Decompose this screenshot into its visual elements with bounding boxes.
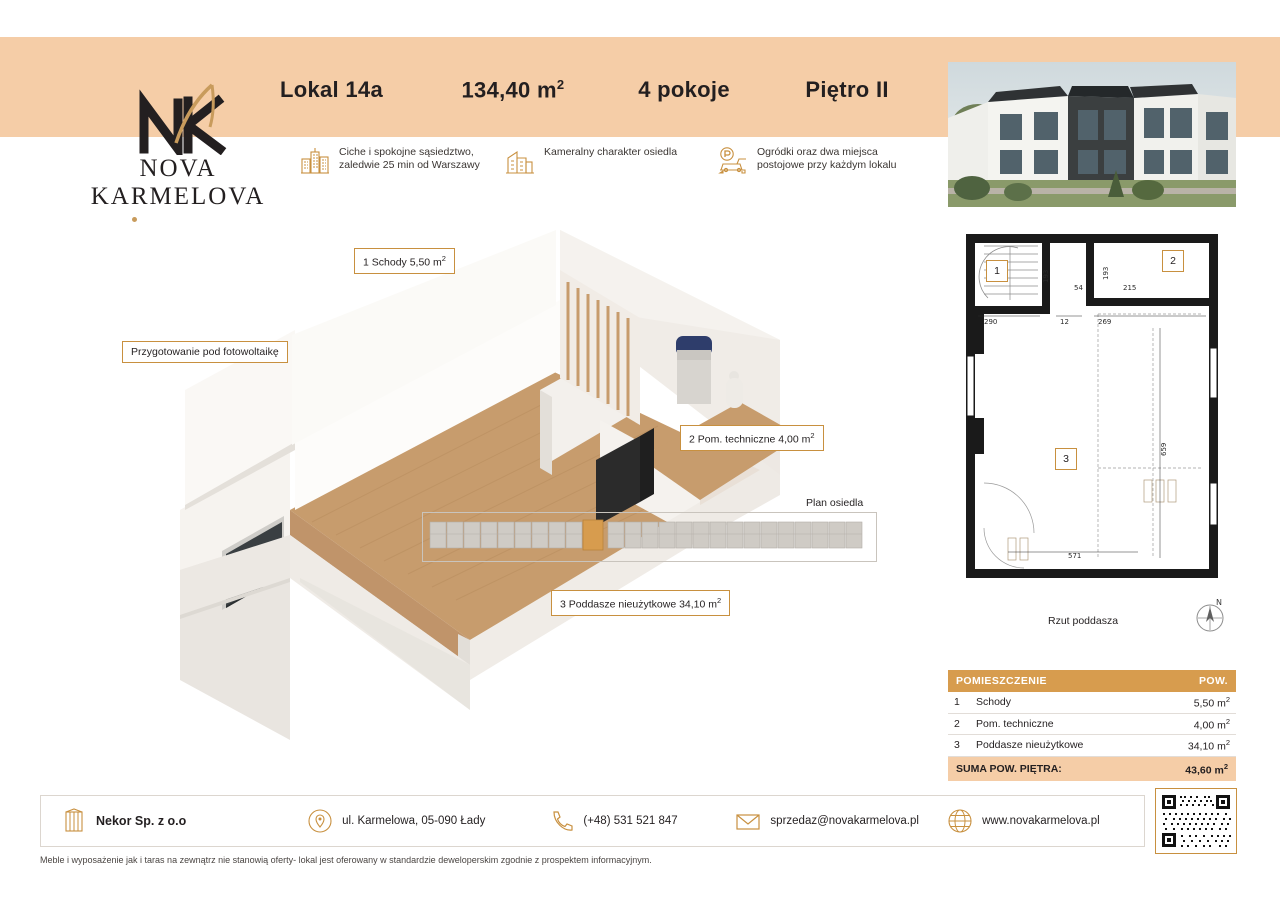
svg-text:193: 193 — [1042, 269, 1050, 283]
logo — [48, 85, 308, 210]
feature-text: Ciche i spokojne sąsiedztwo, zaledwie 25 min od Warszawy — [339, 146, 480, 171]
svg-text:659: 659 — [1160, 442, 1168, 456]
estate-plan-label: Plan osiedla — [806, 497, 864, 509]
svg-text:269: 269 — [1098, 318, 1112, 326]
row-area-sup: 2 — [1225, 695, 1230, 704]
row-room-name: Poddasze nieużytkowe — [976, 739, 1084, 752]
tag-pv-ready: Przygotowanie pod fotowoltaikę — [122, 341, 288, 363]
total-area — [1148, 756, 1236, 781]
mail-icon — [735, 808, 761, 834]
email-text: sprzedaz@novakarmelova.pl — [770, 815, 919, 827]
interior-3d-render — [40, 210, 940, 790]
footer-address — [307, 795, 548, 847]
footer-email[interactable] — [735, 795, 947, 847]
company-logo-icon — [61, 808, 87, 834]
svg-text:N: N — [1216, 598, 1222, 607]
estate-plan — [422, 512, 877, 562]
tag-room-2-sup: 2 — [810, 431, 815, 440]
logo-name-line2: KARMELOVA — [90, 183, 266, 210]
total-label: SUMA POW. PIĘTRA: — [948, 756, 1148, 781]
unit-label: Lokal 14a — [280, 77, 383, 102]
svg-text:571: 571 — [1068, 552, 1082, 560]
total-area-value: 43,60 m — [1185, 764, 1224, 776]
row-number: 2 — [954, 717, 960, 730]
table-header-row — [948, 670, 1236, 692]
rooms-area-table — [948, 670, 1236, 781]
footer-phone[interactable] — [548, 795, 735, 847]
tag-room-3-text: 3 Poddasze nieużytkowe 34,10 m — [560, 598, 718, 611]
svg-text:290: 290 — [984, 318, 998, 326]
house-estate-icon — [505, 146, 535, 176]
tag-room-3 — [551, 590, 730, 616]
row-room-name: Pom. techniczne — [976, 717, 1054, 730]
row-number: 3 — [954, 739, 960, 752]
table-header-room: POMIESZCZENIE — [948, 670, 1148, 692]
unit-rooms: 4 pokoje — [638, 77, 730, 102]
svg-text:193: 193 — [1102, 266, 1110, 280]
row-area — [1148, 692, 1236, 713]
feature-text: Ogródki oraz dwa miejsca postojowe przy każdym lokalu — [757, 146, 897, 171]
logo-name-line1: NOVA — [139, 155, 217, 182]
table-row — [948, 692, 1236, 713]
floorplan-badge-1: 1 — [986, 260, 1008, 282]
table-row — [948, 735, 1236, 757]
row-area — [1148, 735, 1236, 757]
address-text: ul. Karmelowa, 05-090 Łady — [342, 815, 486, 827]
row-number: 1 — [954, 696, 960, 709]
feature-text: Kameralny charakter osiedla — [544, 146, 678, 158]
tag-room-3-sup: 2 — [717, 596, 722, 605]
svg-text:54: 54 — [1074, 284, 1083, 292]
row-room-name: Schody — [976, 696, 1012, 709]
floorplan-badge-3: 3 — [1055, 448, 1077, 470]
row-area-value: 4,00 m — [1193, 719, 1226, 731]
floorplan-caption: Rzut poddasza — [1048, 615, 1119, 627]
tag-room-2 — [680, 425, 824, 451]
unit-area — [462, 77, 639, 103]
globe-icon — [947, 808, 973, 834]
feature-list — [300, 146, 930, 202]
qr-code[interactable] — [1155, 788, 1237, 854]
unit-area-value: 134,40 m — [461, 77, 557, 103]
footer-company — [61, 795, 307, 847]
website-text: www.novakarmelova.pl — [982, 815, 1100, 827]
city-buildings-icon — [300, 146, 330, 176]
row-area — [1148, 713, 1236, 735]
phone-text: (+48) 531 521 847 — [583, 815, 678, 827]
feature-item-parking — [718, 146, 918, 176]
feature-item-estate — [505, 146, 685, 176]
location-pin-icon — [307, 808, 333, 834]
logo-monogram-icon — [126, 83, 246, 155]
footer-website[interactable] — [947, 795, 1144, 847]
disclaimer-text: Meble i wyposażenie jak i taras na zewnątrz nie stanowią oferty- lokal jest oferowany w standardzie deweloperskim zgodnie z prospektem informacyjnym. — [40, 855, 652, 865]
svg-text:12: 12 — [1060, 318, 1069, 326]
unit-floor: Piętro II — [805, 77, 889, 102]
tag-room-2-text: 2 Pom. techniczne 4,00 m — [689, 433, 811, 446]
table-row — [948, 713, 1236, 735]
footer-contact-bar — [40, 795, 1145, 847]
table-total-row — [948, 756, 1236, 781]
tag-room-1-sup: 2 — [441, 254, 446, 263]
total-area-sup: 2 — [1223, 761, 1228, 771]
feature-item-location — [300, 146, 480, 176]
unit-area-sup: 2 — [556, 76, 565, 92]
phone-icon — [548, 808, 574, 834]
row-area-value: 34,10 m — [1187, 740, 1226, 753]
tag-room-1 — [354, 248, 455, 274]
row-area-sup: 2 — [1225, 738, 1230, 747]
unit-summary-row — [280, 70, 920, 110]
row-area-sup: 2 — [1225, 716, 1230, 726]
row-area-value: 5,50 m — [1193, 697, 1226, 710]
svg-text:215: 215 — [1123, 284, 1137, 292]
building-photo — [948, 62, 1236, 207]
parking-car-icon — [718, 146, 748, 176]
table-header-area: POW. — [1148, 670, 1236, 692]
compass-icon — [1190, 596, 1230, 636]
company-name: Nekor Sp. z o.o — [96, 814, 187, 828]
floorplan-badge-2: 2 — [1162, 250, 1184, 272]
floor-plan-drawing — [948, 228, 1236, 588]
tag-room-1-text: 1 Schody 5,50 m — [363, 256, 442, 269]
